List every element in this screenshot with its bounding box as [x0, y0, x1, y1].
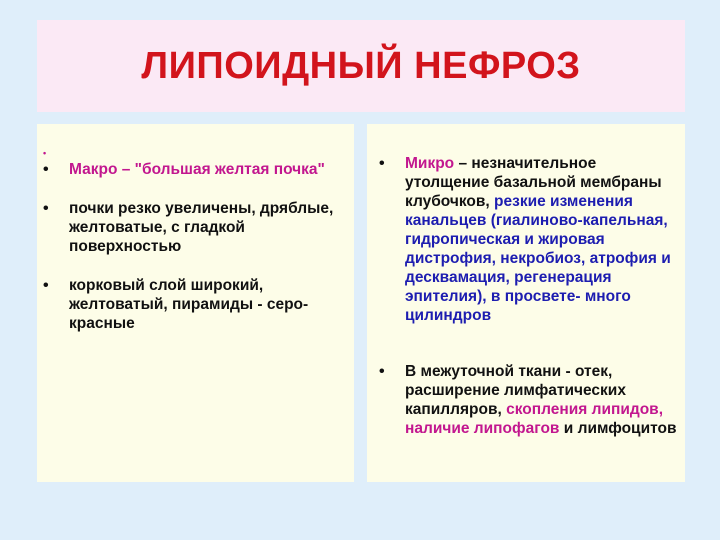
lymphocytes-text: и лимфоцитов [559, 420, 677, 437]
bullet-icon: • [379, 363, 385, 380]
bullet-icon: • [43, 277, 49, 294]
list-item-kidneys [43, 199, 346, 256]
macro-text: Макро – "большая желтая почка" [69, 161, 325, 178]
list-item-cortex [43, 276, 346, 333]
kidneys-text: почки резко увеличены, дряблые, желтоватые, с гладкой поверхностью [69, 200, 334, 255]
bullet-icon: • [43, 161, 49, 178]
list-item-interstitium [379, 362, 681, 438]
slide-title: ЛИПОИДНЫЙ НЕФРОЗ [141, 44, 581, 87]
interstitium-text: В межуточной ткани - отек, расширение лимфатических капилляров, [405, 363, 626, 418]
micro-changes-text: резкие изменения канальцев (гиалиново-капельная, гидропическая и жировая дистрофия, некробиоз, атрофия и десквамация, регенерация эпителия), в просвете- много цилиндров [405, 193, 671, 324]
micro-label: Микро [405, 155, 455, 172]
bullet-dot-icon: • [43, 148, 47, 158]
bullet-icon: • [379, 155, 385, 172]
list-item-micro [379, 154, 681, 325]
empty-bullet-item [43, 142, 346, 160]
cortex-text: корковый слой широкий, желтоватый, пирамиды - серо-красные [69, 277, 309, 332]
right-bullet-list [379, 154, 681, 438]
list-item-macro [43, 160, 346, 179]
micro-text: – незначительное утолщение базальной мембраны клубочков, [405, 155, 662, 210]
lipids-text: скопления липидов, наличие липофагов [405, 401, 664, 437]
right-column [367, 124, 685, 482]
left-column [37, 124, 354, 482]
bullet-icon: • [43, 200, 49, 217]
title-box [37, 20, 685, 112]
left-bullet-list [43, 142, 346, 333]
